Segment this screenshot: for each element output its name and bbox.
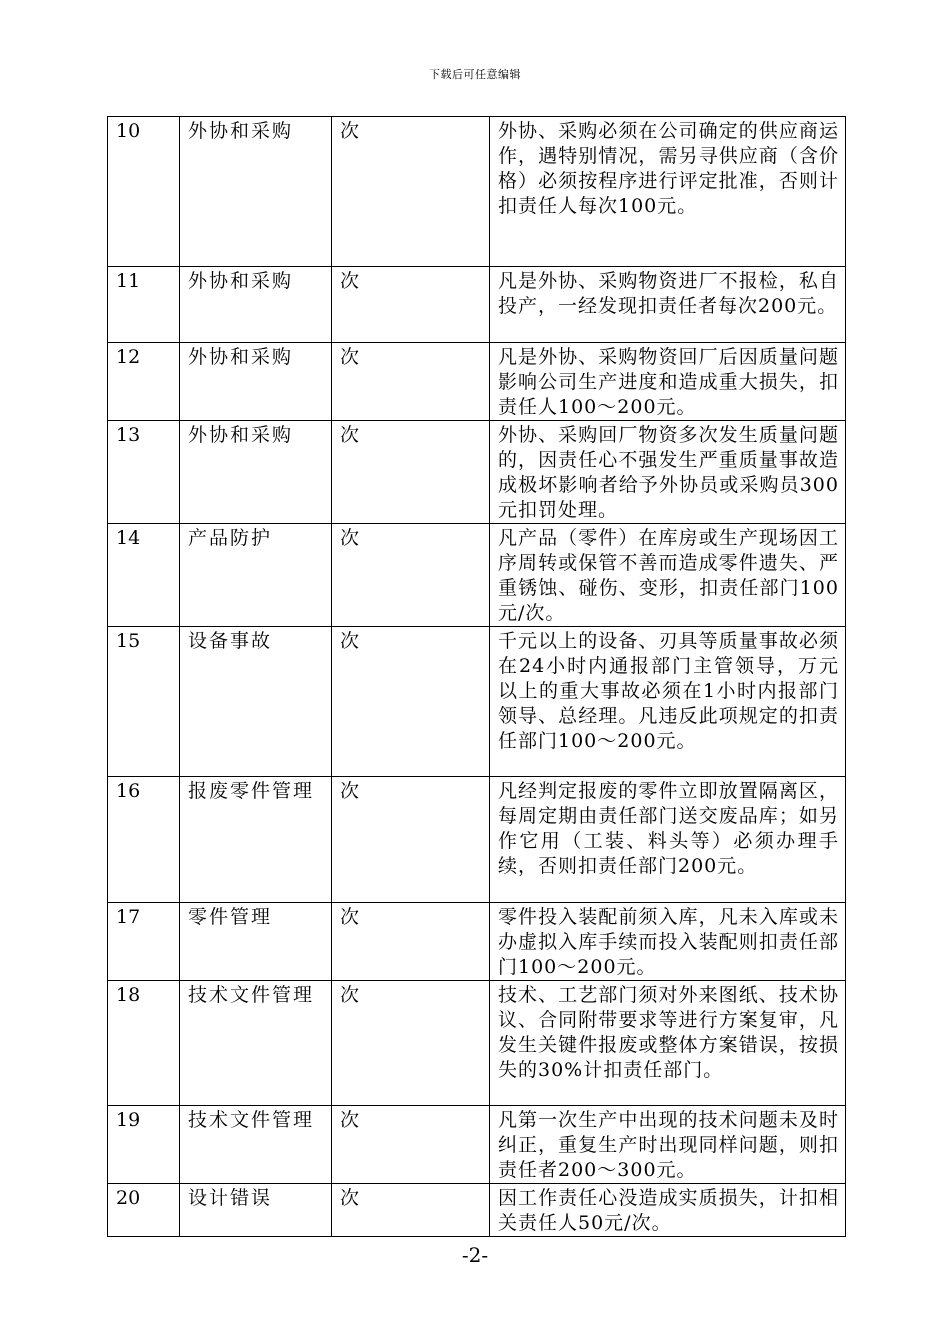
row-unit: 次	[332, 267, 490, 343]
row-number: 19	[108, 1106, 180, 1184]
row-item: 外协和采购	[180, 117, 332, 267]
row-item: 外协和采购	[180, 421, 332, 524]
row-description: 凡第一次生产中出现的技术问题未及时纠正，重复生产时出现同样问题，则扣责任者200～300元。	[490, 1106, 846, 1184]
row-number: 20	[108, 1184, 180, 1237]
table-row	[108, 1106, 846, 1184]
row-unit: 次	[332, 1106, 490, 1184]
row-number: 18	[108, 981, 180, 1106]
row-number: 14	[108, 524, 180, 627]
table-row	[108, 627, 846, 777]
row-unit: 次	[332, 777, 490, 903]
row-description: 凡是外协、采购物资回厂后因质量问题影响公司生产进度和造成重大损失，扣责任人100～200元。	[490, 343, 846, 421]
table-row	[108, 421, 846, 524]
row-item: 技术文件管理	[180, 981, 332, 1106]
row-description: 千元以上的设备、刃具等质量事故必须在24小时内通报部门主管领导，万元以上的重大事故必须在1小时内报部门领导、总经理。凡违反此项规定的扣责任部门100～200元。	[490, 627, 846, 777]
row-number: 13	[108, 421, 180, 524]
row-description: 凡产品（零件）在库房或生产现场因工序周转或保管不善而造成零件遗失、严重锈蚀、碰伤、变形，扣责任部门100元/次。	[490, 524, 846, 627]
row-item: 零件管理	[180, 903, 332, 981]
penalty-rules-table	[107, 116, 846, 1237]
row-unit: 次	[332, 903, 490, 981]
row-item: 技术文件管理	[180, 1106, 332, 1184]
row-description: 凡经判定报废的零件立即放置隔离区，每周定期由责任部门送交废品库；如另作它用（工装、料头等）必须办理手续，否则扣责任部门200元。	[490, 777, 846, 903]
row-number: 17	[108, 903, 180, 981]
row-unit: 次	[332, 343, 490, 421]
row-number: 12	[108, 343, 180, 421]
row-item: 报废零件管理	[180, 777, 332, 903]
row-description: 零件投入装配前须入库，凡未入库或未办虚拟入库手续而投入装配则扣责任部门100～200元。	[490, 903, 846, 981]
row-unit: 次	[332, 421, 490, 524]
table-row	[108, 777, 846, 903]
row-unit: 次	[332, 981, 490, 1106]
table-row	[108, 981, 846, 1106]
row-unit: 次	[332, 627, 490, 777]
row-description: 因工作责任心没造成实质损失，计扣相关责任人50元/次。	[490, 1184, 846, 1237]
row-unit: 次	[332, 1184, 490, 1237]
table-row	[108, 903, 846, 981]
row-description: 凡是外协、采购物资进厂不报检，私自投产，一经发现扣责任者每次200元。	[490, 267, 846, 343]
page-number: -2-	[461, 1243, 489, 1267]
row-description: 外协、采购必须在公司确定的供应商运作，遇特别情况，需另寻供应商（含价格）必须按程序进行评定批准，否则计扣责任人每次100元。	[490, 117, 846, 267]
row-number: 15	[108, 627, 180, 777]
row-number: 16	[108, 777, 180, 903]
row-item: 设备事故	[180, 627, 332, 777]
table-row	[108, 267, 846, 343]
table-row	[108, 343, 846, 421]
row-unit: 次	[332, 117, 490, 267]
row-description: 技术、工艺部门须对外来图纸、技术协议、合同附带要求等进行方案复审，凡发生关键件报废或整体方案错误，按损失的30%计扣责任部门。	[490, 981, 846, 1106]
table-row	[108, 117, 846, 267]
row-number: 11	[108, 267, 180, 343]
row-number: 10	[108, 117, 180, 267]
row-item: 产品防护	[180, 524, 332, 627]
row-item: 外协和采购	[180, 343, 332, 421]
row-unit: 次	[332, 524, 490, 627]
table-row	[108, 1184, 846, 1237]
page-header: 下载后可任意编辑	[429, 68, 521, 81]
table-row	[108, 524, 846, 627]
row-description: 外协、采购回厂物资多次发生质量问题的，因责任心不强发生严重质量事故造成极坏影响者给予外协员或采购员300元扣罚处理。	[490, 421, 846, 524]
row-item: 外协和采购	[180, 267, 332, 343]
row-item: 设计错误	[180, 1184, 332, 1237]
